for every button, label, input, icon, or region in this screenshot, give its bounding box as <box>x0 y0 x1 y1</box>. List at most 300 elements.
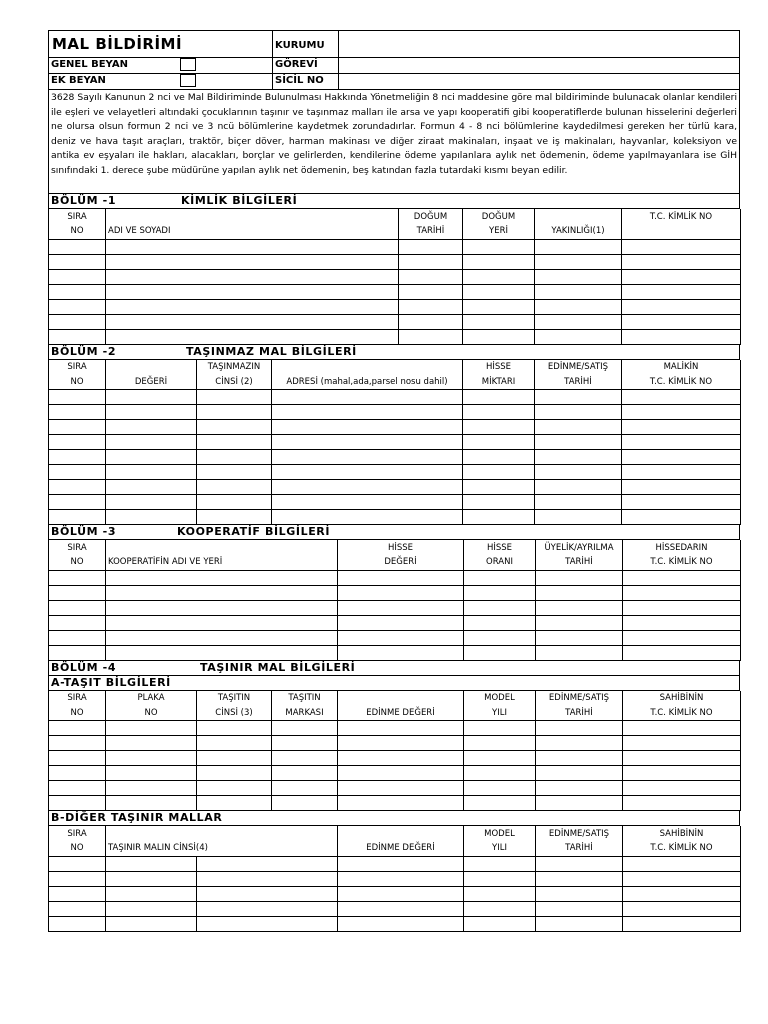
table-cell[interactable] <box>272 751 338 766</box>
table-cell[interactable] <box>622 329 741 344</box>
table-cell[interactable] <box>49 254 106 269</box>
table-cell[interactable] <box>197 736 272 751</box>
table-cell[interactable] <box>463 284 535 299</box>
table-cell[interactable] <box>272 390 463 405</box>
table-cell[interactable] <box>622 299 741 314</box>
table-cell[interactable] <box>463 390 535 405</box>
table-cell[interactable] <box>197 420 272 435</box>
section-4a-name: A-TAŞIT BİLGİLERİ <box>51 675 171 689</box>
table-cell[interactable] <box>49 465 106 480</box>
table-cell[interactable] <box>536 615 623 630</box>
table-cell[interactable] <box>49 796 106 811</box>
table-cell[interactable] <box>197 465 272 480</box>
table-cell[interactable] <box>49 435 106 450</box>
table-cell[interactable] <box>49 615 106 630</box>
kimlik-table <box>48 209 741 345</box>
table-cell[interactable] <box>623 736 741 751</box>
table-cell[interactable] <box>272 796 338 811</box>
kurumu-label: KURUMU <box>275 40 325 51</box>
table-cell[interactable] <box>535 420 622 435</box>
table-cell[interactable] <box>463 269 535 284</box>
table-row <box>49 239 741 254</box>
column-header: MODEL <box>464 826 536 841</box>
table-cell[interactable] <box>272 420 463 435</box>
table-cell[interactable] <box>622 269 741 284</box>
table-cell[interactable] <box>49 751 106 766</box>
table-cell[interactable] <box>106 751 197 766</box>
table-cell[interactable] <box>622 480 741 495</box>
table-cell[interactable] <box>464 570 536 585</box>
column-header <box>338 826 464 841</box>
table-row <box>49 299 741 314</box>
kurumu-field[interactable] <box>339 31 740 57</box>
table-cell[interactable] <box>623 600 741 615</box>
table-cell[interactable] <box>464 766 536 781</box>
table-cell[interactable] <box>622 390 741 405</box>
table-cell[interactable] <box>49 314 106 329</box>
table-cell[interactable] <box>536 886 623 901</box>
table-cell[interactable] <box>106 405 197 420</box>
table-cell[interactable] <box>622 420 741 435</box>
column-header <box>106 826 338 841</box>
column-header: TAŞITIN <box>272 691 338 706</box>
table-cell[interactable] <box>106 390 197 405</box>
table-cell[interactable] <box>623 630 741 645</box>
table-cell[interactable] <box>49 269 106 284</box>
table-cell[interactable] <box>106 480 197 495</box>
table-cell[interactable] <box>106 510 197 525</box>
table-cell[interactable] <box>463 495 535 510</box>
table-cell[interactable] <box>623 886 741 901</box>
table-cell[interactable] <box>197 856 338 871</box>
table-row <box>49 615 741 630</box>
table-cell[interactable] <box>197 480 272 495</box>
table-cell[interactable] <box>535 239 622 254</box>
table-cell[interactable] <box>535 299 622 314</box>
table-cell[interactable] <box>272 480 463 495</box>
table-cell[interactable] <box>49 420 106 435</box>
table-cell[interactable] <box>535 495 622 510</box>
column-header: MALİKİN <box>622 360 741 375</box>
table-cell[interactable] <box>463 465 535 480</box>
table-cell[interactable] <box>535 269 622 284</box>
table-cell[interactable] <box>106 465 197 480</box>
section-2-name: TAŞINMAZ MAL BİLGİLERİ <box>186 344 357 358</box>
table-cell[interactable] <box>399 314 463 329</box>
table-cell[interactable] <box>463 329 535 344</box>
table-cell[interactable] <box>49 871 106 886</box>
table-cell[interactable] <box>536 721 623 736</box>
column-header: SIRA <box>49 540 106 555</box>
table-cell[interactable] <box>106 721 197 736</box>
table-cell[interactable] <box>622 450 741 465</box>
table-cell[interactable] <box>464 901 536 916</box>
section-2-code: BÖLÜM -2 <box>51 344 117 358</box>
table-cell[interactable] <box>197 886 338 901</box>
kooperatif-table <box>48 540 741 661</box>
column-header <box>622 224 741 239</box>
table-cell[interactable] <box>106 450 197 465</box>
table-cell[interactable] <box>623 796 741 811</box>
table-cell[interactable] <box>106 901 197 916</box>
table-cell[interactable] <box>536 570 623 585</box>
column-header: EDİNME DEĞERİ <box>338 706 464 721</box>
table-cell[interactable] <box>399 254 463 269</box>
table-cell[interactable] <box>463 420 535 435</box>
table-cell[interactable] <box>399 269 463 284</box>
table-cell[interactable] <box>272 781 338 796</box>
table-cell[interactable] <box>106 329 399 344</box>
table-cell[interactable] <box>464 796 536 811</box>
table-row <box>49 314 741 329</box>
column-header: T.C. KİMLİK NO <box>623 841 741 856</box>
table-cell[interactable] <box>535 405 622 420</box>
table-cell[interactable] <box>106 435 197 450</box>
table-cell[interactable] <box>272 510 463 525</box>
section-4-name: TAŞINIR MAL BİLGİLERİ <box>200 660 356 674</box>
gorevi-field[interactable] <box>339 58 740 73</box>
table-row <box>49 284 741 299</box>
table-cell[interactable] <box>272 465 463 480</box>
column-header: HİSSE <box>338 540 464 555</box>
table-cell[interactable] <box>535 435 622 450</box>
table-cell[interactable] <box>49 329 106 344</box>
table-cell[interactable] <box>623 751 741 766</box>
column-header: ADRESİ (mahal,ada,parsel nosu dahil) <box>272 375 463 390</box>
table-cell[interactable] <box>623 871 741 886</box>
column-header: HİSSE <box>463 360 535 375</box>
table-cell[interactable] <box>535 254 622 269</box>
table-cell[interactable] <box>106 314 399 329</box>
table-cell[interactable] <box>464 585 536 600</box>
column-header: TAŞINMAZIN <box>197 360 272 375</box>
table-cell[interactable] <box>535 329 622 344</box>
table-row <box>49 886 741 901</box>
table-cell[interactable] <box>338 645 464 660</box>
table-cell[interactable] <box>464 630 536 645</box>
table-cell[interactable] <box>623 721 741 736</box>
table-cell[interactable] <box>464 600 536 615</box>
table-cell[interactable] <box>463 239 535 254</box>
table-cell[interactable] <box>106 269 399 284</box>
table-cell[interactable] <box>622 465 741 480</box>
table-cell[interactable] <box>535 510 622 525</box>
table-cell[interactable] <box>272 766 338 781</box>
table-cell[interactable] <box>338 751 464 766</box>
column-header: EDİNME DEĞERİ <box>338 841 464 856</box>
table-cell[interactable] <box>49 781 106 796</box>
table-cell[interactable] <box>106 736 197 751</box>
table-cell[interactable] <box>197 450 272 465</box>
table-cell[interactable] <box>622 314 741 329</box>
table-row <box>49 269 741 284</box>
column-header: MODEL <box>464 691 536 706</box>
table-cell[interactable] <box>464 645 536 660</box>
table-cell[interactable] <box>623 766 741 781</box>
table-cell[interactable] <box>197 751 272 766</box>
table-cell[interactable] <box>197 781 272 796</box>
table-row <box>49 585 741 600</box>
table-cell[interactable] <box>536 600 623 615</box>
table-cell[interactable] <box>535 450 622 465</box>
table-cell[interactable] <box>536 916 623 931</box>
column-header: TARİHİ <box>399 224 463 239</box>
table-cell[interactable] <box>464 615 536 630</box>
table-cell[interactable] <box>338 886 464 901</box>
table-row <box>49 510 741 525</box>
table-cell[interactable] <box>622 435 741 450</box>
column-header: TAŞINIR MALIN CİNSİ(4) <box>106 841 338 856</box>
genel-beyan-checkbox[interactable] <box>180 58 196 71</box>
table-cell[interactable] <box>463 314 535 329</box>
table-cell[interactable] <box>49 630 106 645</box>
column-header: SIRA <box>49 209 106 224</box>
table-cell[interactable] <box>49 299 106 314</box>
table-cell[interactable] <box>338 570 464 585</box>
form-header <box>48 30 740 90</box>
table-cell[interactable] <box>272 721 338 736</box>
table-cell[interactable] <box>536 901 623 916</box>
column-header: SIRA <box>49 826 106 841</box>
section-4-code: BÖLÜM -4 <box>51 660 117 674</box>
table-cell[interactable] <box>197 405 272 420</box>
column-header: DOĞUM <box>399 209 463 224</box>
table-cell[interactable] <box>463 405 535 420</box>
table-cell[interactable] <box>49 721 106 736</box>
table-cell[interactable] <box>536 766 623 781</box>
table-cell[interactable] <box>535 480 622 495</box>
table-cell[interactable] <box>272 405 463 420</box>
table-cell[interactable] <box>463 435 535 450</box>
column-header: YAKINLIĞI(1) <box>535 224 622 239</box>
column-header: EDİNME/SATIŞ <box>535 360 622 375</box>
table-cell[interactable] <box>622 405 741 420</box>
table-cell[interactable] <box>622 254 741 269</box>
table-cell[interactable] <box>106 916 197 931</box>
table-cell[interactable] <box>338 781 464 796</box>
column-header: T.C. KİMLİK NO <box>622 209 741 224</box>
table-cell[interactable] <box>536 645 623 660</box>
table-cell[interactable] <box>536 736 623 751</box>
table-cell[interactable] <box>197 721 272 736</box>
table-cell[interactable] <box>106 856 197 871</box>
table-cell[interactable] <box>399 239 463 254</box>
table-cell[interactable] <box>49 284 106 299</box>
table-cell[interactable] <box>197 510 272 525</box>
table-cell[interactable] <box>464 736 536 751</box>
table-cell[interactable] <box>464 886 536 901</box>
column-header: NO <box>106 706 197 721</box>
table-row <box>49 465 741 480</box>
ek-beyan-label: EK BEYAN <box>51 75 106 86</box>
table-cell[interactable] <box>535 314 622 329</box>
table-cell[interactable] <box>49 510 106 525</box>
table-cell[interactable] <box>338 901 464 916</box>
table-cell[interactable] <box>338 856 464 871</box>
table-cell[interactable] <box>106 254 399 269</box>
table-cell[interactable] <box>399 284 463 299</box>
table-cell[interactable] <box>463 254 535 269</box>
table-cell[interactable] <box>49 570 106 585</box>
table-cell[interactable] <box>197 766 272 781</box>
table-cell[interactable] <box>106 886 197 901</box>
table-cell[interactable] <box>49 916 106 931</box>
table-cell[interactable] <box>399 299 463 314</box>
table-cell[interactable] <box>49 856 106 871</box>
table-cell[interactable] <box>338 736 464 751</box>
table-cell[interactable] <box>623 645 741 660</box>
table-cell[interactable] <box>49 901 106 916</box>
table-cell[interactable] <box>106 796 197 811</box>
table-cell[interactable] <box>338 585 464 600</box>
column-header: SAHİBİNİN <box>623 691 741 706</box>
table-cell[interactable] <box>49 495 106 510</box>
table-cell[interactable] <box>338 630 464 645</box>
table-cell[interactable] <box>464 751 536 766</box>
table-row <box>49 435 741 450</box>
table-cell[interactable] <box>463 480 535 495</box>
column-header: T.C. KİMLİK NO <box>623 555 741 570</box>
table-cell[interactable] <box>106 284 399 299</box>
table-cell[interactable] <box>622 239 741 254</box>
table-cell[interactable] <box>338 916 464 931</box>
table-cell[interactable] <box>338 766 464 781</box>
table-cell[interactable] <box>197 495 272 510</box>
column-header: EDİNME/SATIŞ <box>536 691 623 706</box>
sicil-no-field[interactable] <box>339 74 740 90</box>
table-cell[interactable] <box>463 299 535 314</box>
table-cell[interactable] <box>49 450 106 465</box>
table-cell[interactable] <box>464 721 536 736</box>
genel-beyan-label: GENEL BEYAN <box>51 59 128 70</box>
table-row <box>49 721 741 736</box>
table-cell[interactable] <box>197 871 338 886</box>
table-row <box>49 254 741 269</box>
table-cell[interactable] <box>49 585 106 600</box>
table-cell[interactable] <box>106 299 399 314</box>
table-cell[interactable] <box>536 871 623 886</box>
table-cell[interactable] <box>536 751 623 766</box>
table-cell[interactable] <box>106 766 197 781</box>
table-cell[interactable] <box>622 284 741 299</box>
table-cell[interactable] <box>49 645 106 660</box>
table-cell[interactable] <box>106 239 399 254</box>
column-header: NO <box>49 375 106 390</box>
table-row <box>49 736 741 751</box>
table-cell[interactable] <box>535 465 622 480</box>
table-cell[interactable] <box>535 284 622 299</box>
table-cell[interactable] <box>106 585 338 600</box>
column-header: EDİNME/SATIŞ <box>536 826 623 841</box>
table-cell[interactable] <box>338 600 464 615</box>
column-header: SIRA <box>49 691 106 706</box>
table-cell[interactable] <box>49 239 106 254</box>
table-cell[interactable] <box>623 916 741 931</box>
table-cell[interactable] <box>338 721 464 736</box>
column-header: DOĞUM <box>463 209 535 224</box>
table-cell[interactable] <box>623 856 741 871</box>
table-cell[interactable] <box>463 450 535 465</box>
table-cell[interactable] <box>49 480 106 495</box>
table-cell[interactable] <box>338 871 464 886</box>
table-row <box>49 405 741 420</box>
column-header: DEĞERİ <box>106 375 197 390</box>
table-cell[interactable] <box>338 615 464 630</box>
table-cell[interactable] <box>623 615 741 630</box>
table-cell[interactable] <box>197 435 272 450</box>
table-cell[interactable] <box>197 916 338 931</box>
table-cell[interactable] <box>197 390 272 405</box>
table-cell[interactable] <box>623 781 741 796</box>
column-header: T.C. KİMLİK NO <box>622 375 741 390</box>
table-cell[interactable] <box>49 766 106 781</box>
table-cell[interactable] <box>464 856 536 871</box>
table-cell[interactable] <box>464 781 536 796</box>
table-cell[interactable] <box>49 405 106 420</box>
section-4b-title <box>48 811 740 826</box>
table-cell[interactable] <box>623 570 741 585</box>
table-cell[interactable] <box>49 390 106 405</box>
table-cell[interactable] <box>272 736 338 751</box>
table-cell[interactable] <box>464 916 536 931</box>
section-2-title <box>48 345 740 360</box>
table-cell[interactable] <box>49 600 106 615</box>
table-cell[interactable] <box>623 585 741 600</box>
diger-tasinir-table <box>48 826 741 932</box>
ek-beyan-checkbox[interactable] <box>180 74 196 87</box>
column-header <box>106 540 338 555</box>
column-header: NO <box>49 224 106 239</box>
table-cell[interactable] <box>536 781 623 796</box>
table-cell[interactable] <box>106 871 197 886</box>
table-cell[interactable] <box>106 645 338 660</box>
table-cell[interactable] <box>272 495 463 510</box>
table-cell[interactable] <box>106 495 197 510</box>
table-cell[interactable] <box>272 435 463 450</box>
table-cell[interactable] <box>622 510 741 525</box>
table-cell[interactable] <box>623 901 741 916</box>
column-header: NO <box>49 706 106 721</box>
table-cell[interactable] <box>106 570 338 585</box>
table-cell[interactable] <box>464 871 536 886</box>
table-cell[interactable] <box>197 901 338 916</box>
section-3-title <box>48 525 740 540</box>
table-cell[interactable] <box>399 329 463 344</box>
table-cell[interactable] <box>106 420 197 435</box>
table-cell[interactable] <box>536 630 623 645</box>
table-cell[interactable] <box>197 796 272 811</box>
table-cell[interactable] <box>536 796 623 811</box>
table-cell[interactable] <box>536 585 623 600</box>
table-cell[interactable] <box>463 510 535 525</box>
tasinmaz-table <box>48 360 741 526</box>
table-row <box>49 600 741 615</box>
table-cell[interactable] <box>536 856 623 871</box>
column-header: YERİ <box>463 224 535 239</box>
table-cell[interactable] <box>49 886 106 901</box>
table-cell[interactable] <box>535 390 622 405</box>
column-header: YILI <box>464 841 536 856</box>
table-cell[interactable] <box>106 615 338 630</box>
table-cell[interactable] <box>106 630 338 645</box>
table-cell[interactable] <box>338 796 464 811</box>
table-cell[interactable] <box>106 781 197 796</box>
table-cell[interactable] <box>49 736 106 751</box>
table-cell[interactable] <box>106 600 338 615</box>
table-row <box>49 329 741 344</box>
table-cell[interactable] <box>272 450 463 465</box>
table-cell[interactable] <box>622 495 741 510</box>
